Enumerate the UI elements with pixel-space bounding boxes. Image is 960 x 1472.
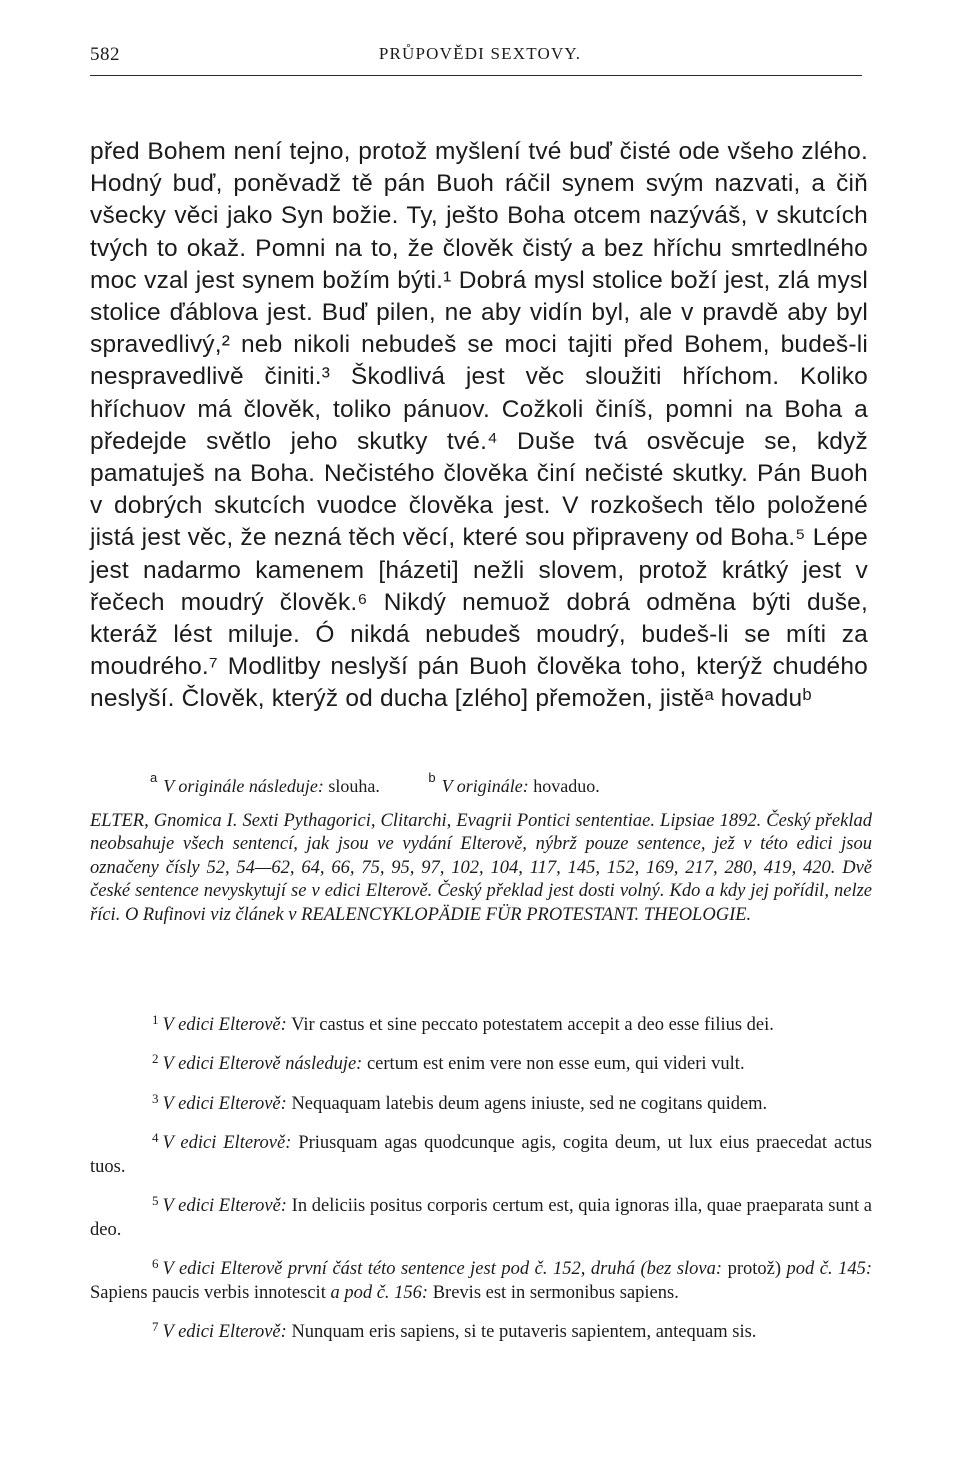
footnote-text: Priusquam agas quodcunque agis, cogita deum, ut lux eius praecedat actus tuos. <box>90 1133 872 1177</box>
footnote-number: 7 <box>152 1319 159 1335</box>
variant-text: hovaduo. <box>533 776 600 796</box>
footnote-text: certum est enim vere non esse eum, qui videri vult. <box>366 1054 745 1075</box>
variant-lead: V originále následuje: <box>163 776 324 796</box>
footnote-lead: pod č. 145: <box>786 1259 872 1280</box>
footnotes <box>90 1008 872 1355</box>
footnote-7 <box>90 1315 872 1344</box>
footnote-number: 2 <box>152 1051 159 1067</box>
variant-notes <box>150 770 870 798</box>
footnote-4 <box>90 1126 872 1179</box>
footnote-number: 6 <box>152 1256 159 1272</box>
footnote-lead: V edici Elterově: <box>162 1196 287 1217</box>
footnote-5 <box>90 1189 872 1242</box>
main-text <box>90 136 868 716</box>
running-title: PRŮPOVĚDI SEXTOVY. <box>378 44 582 63</box>
footnote-text: Sapiens paucis verbis innotescit <box>90 1282 326 1303</box>
footnote-lead: V edici Elterově: <box>162 1093 287 1114</box>
footnote-6 <box>90 1252 872 1305</box>
footnote-2 <box>90 1047 872 1076</box>
footnote-number: 1 <box>152 1012 159 1027</box>
footnote-3 <box>90 1087 872 1116</box>
footnote-lead: V edici Elterově: <box>162 1133 292 1154</box>
footnote-text: protož) <box>727 1259 781 1280</box>
footnote-text: Nequaquam latebis deum agens iniuste, sed ne cogitans quidem. <box>291 1093 768 1114</box>
variant-text: slouha. <box>328 776 380 796</box>
page-number: 582 <box>90 44 120 65</box>
main-paragraph: před Bohem není tejno, protož myšlení tvé buď čisté ode všeho zlého. Hodný buď, poněvadž tě pán Buoh ráčil synem svým nazvati, a čiň všecky věci jako Syn božie. Ty, ješto Boha otcem nazýváš, v skutcích tvých to okaž. Pomni na to, že člověk čistý a bez hříchu smrtedlného moc vzal jest synem božím býti.¹ Dobrá mysl stolice boží jest, zlá mysl stolice ďáblova jest. Buď pilen, ne aby vidín byl, ale v pravdě aby byl spravedlivý,² neb nikoli nebudeš se moci tajiti před Bohem, budeš-li nespravedlivě činiti.³ Škodlivá jest věc sloužiti hříchom. Koliko hříchuov má člověk, toliko pánuov. Cožkoli činíš, pomni na Boha a předejde světlo jeho skutky tvé.⁴ Duše tvá osvěcuje se, když pamatuješ na Boha. Nečistého člověka činí nečisté skutky. Pán Buoh v dobrých skutcích vuodce člověka jest. V rozkošech tělo položené jistá jest věc, že nezná těch věcí, které sou připraveny od Boha.⁵ Lépe jest nadarmo kamenem [házeti] nežli slovem, protož krátký jest v řečech moudrý člověk.⁶ Nikdý nemuož dobrá odměna býti duše, kteráž lést miluje. Ó nikdá nebudeš moudrý, budeš-li se míti za moudrého.⁷ Modlitby neslyší pán Buoh člověka toho, kterýž chudého neslyší. Člověk, kterýž od ducha [zlého] přemožen, jistěᵃ hovaduᵇ <box>90 138 868 713</box>
footnote-text: Nunquam eris sapiens, si te putaveris sapientem, antequam sis. <box>291 1322 757 1343</box>
variant-note-b <box>428 770 600 798</box>
variant-mark: b <box>428 770 436 786</box>
footnote-number: 5 <box>152 1193 159 1209</box>
editorial-note <box>90 810 872 927</box>
footnote-text: Vir castus et sine peccato potestatem accepit a deo esse filius dei. <box>291 1014 774 1035</box>
variant-lead: V originále: <box>441 776 529 796</box>
footnote-lead: V edici Elterově: <box>162 1322 287 1343</box>
footnote-1 <box>90 1008 872 1037</box>
editorial-note-text: ELTER, Gnomica I. Sexti Pythagorici, Clitarchi, Evagrii Pontici sententiae. Lipsiae 1892. Český překlad neobsahuje všech sentencí, jak jsou ve vydání Elterově, nýbrž pouze sentence, jež v této edici jsou označeny čísly 52, 54—62, 64, 66, 75, 95, 97, 102, 104, 117, 145, 152, 169, 217, 280, 419, 420. Dvě české sentence nevyskytují se v edici Elterově. Český překlad jest dosti volný. Kdo a kdy jej pořídil, nelze říci. O Rufinovi viz článek v REALENCYKLOPÄDIE FÜR PROTESTANT. THEOLOGIE. <box>90 811 872 925</box>
header-rule <box>90 75 862 76</box>
footnote-text: In deliciis positus corporis certum est, quia ignoras illa, quae praeparata sunt a deo. <box>90 1196 872 1240</box>
footnote-lead: V edici Elterově: <box>162 1014 287 1035</box>
page-header <box>90 44 870 74</box>
footnote-text: Brevis est in sermonibus sapiens. <box>432 1282 679 1303</box>
footnote-number: 4 <box>152 1130 159 1146</box>
footnote-number: 3 <box>152 1090 159 1106</box>
variant-mark: a <box>150 770 158 786</box>
footnote-lead: a pod č. 156: <box>330 1282 429 1303</box>
footnote-lead: V edici Elterově první část této sentence jest pod č. 152, druhá (bez slova: <box>162 1259 723 1280</box>
footnote-lead: V edici Elterově následuje: <box>162 1054 363 1075</box>
variant-note-a <box>150 770 380 798</box>
